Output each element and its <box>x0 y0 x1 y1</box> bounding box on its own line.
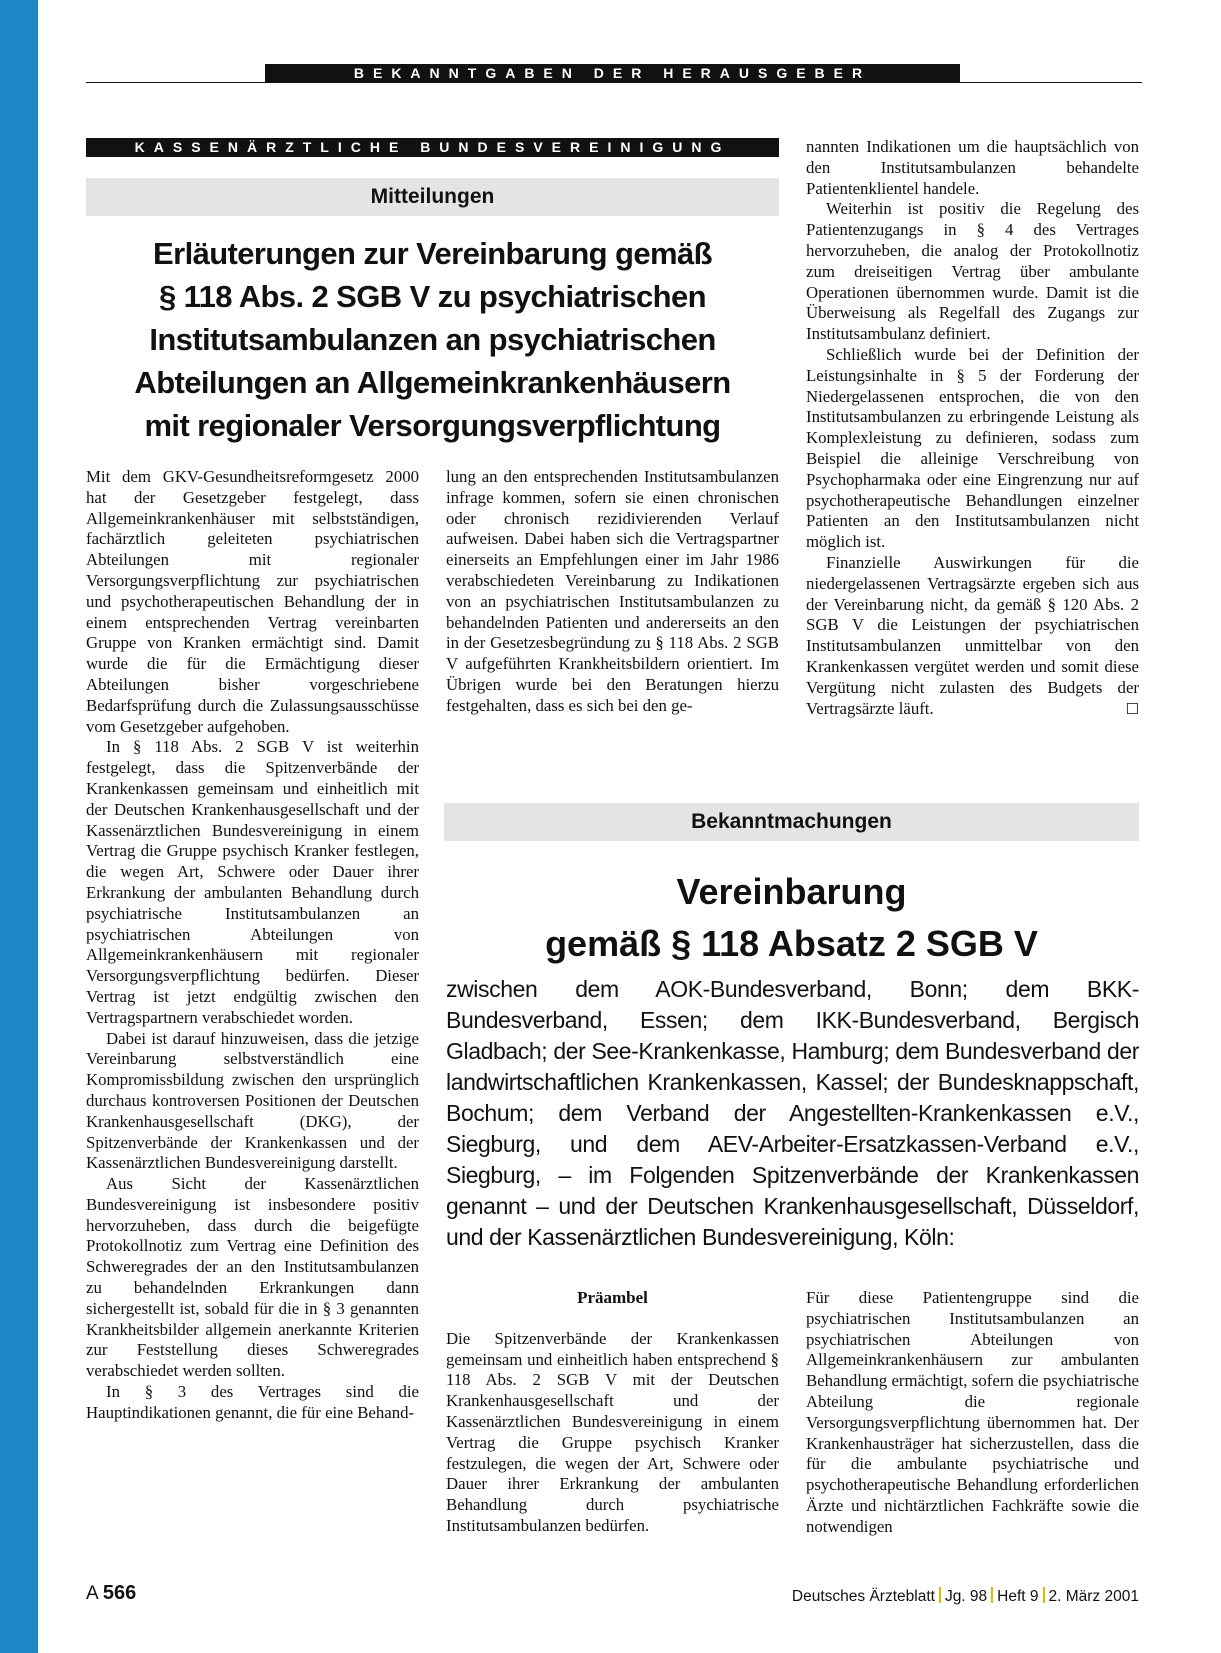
title-line: Institutsambulanzen an psychiatrischen <box>149 322 716 357</box>
end-of-article-icon: ☐ <box>1125 699 1139 718</box>
journal-volume: Jg. 98 <box>944 1588 988 1605</box>
title-line: mit regionaler Versorgungsverpflichtung <box>144 408 721 443</box>
paragraph: Für diese Patientengruppe sind die psychiatrischen Institutsambulanzen an psychiatrischen Abteilungen von Allgemeinkrankenhäusern zur ambulanten Behandlung ermächtigt, sofern die psychiatrische Abteilung die regionale Versorgungsverpflichtung übernommen hat. Der Krankenhausträger hat sicherzustellen, dass die für die ambulante psychiatrische und psychotherapeutische Behandlung erforderlichen Ärzte und nichtärztlichen Fachkräfte sowie die notwendigen <box>806 1288 1139 1536</box>
article1-column-3 <box>806 137 1139 719</box>
paragraph: nannten Indikationen um die hauptsächlich von den Institutsambulanzen behandelte Patientenklientel handele. <box>806 137 1139 198</box>
preamble-heading: Präambel <box>577 1288 648 1307</box>
title-line: Abteilungen an Allgemeinkrankenhäusern <box>134 365 731 400</box>
contract-parties: zwischen dem AOK-Bundesverband, Bonn; dem BKK-Bundesverband, Essen; dem IKK-Bundesverband, Bergisch Gladbach; der See-Krankenkasse, Hamburg; dem Bundesverband der landwirtschaftlichen Krankenkassen, Kassel; der Bundesknappschaft, Bochum; dem Verband der Angestellten-Krankenkassen e.V., Siegburg, und dem AEV-Arbeiter-Ersatzkassen-Verband e.V., Siegburg, – im Folgenden Spitzenverbände der Krankenkassen genannt – und der Deutschen Krankenhausgesellschaft, Düsseldorf, und der Kassenärztlichen Bundesvereinigung, Köln: <box>446 976 1139 1250</box>
paragraph: In § 118 Abs. 2 SGB V ist weiterhin festgelegt, dass die Spitzenverbände der Krankenkassen gemeinsam und einheitlich mit der Deutschen Krankenhausgesellschaft und der Kassenärztlichen Bundesvereinigung in einem Vertrag die Gruppe psychisch Kranker festlegen, die wegen Art, Schwere oder Dauer ihrer Erkrankung der ambulanten Behandlung durch psychiatrische Institutsambulanzen an psychiatrischen Abteilungen von Allgemeinkrankenhäusern mit regionaler Versorgungsverpflichtung bedürfen. Dieser Vertrag ist jetzt endgültig zwischen den Vertragspartnern verabschiedet worden. <box>86 737 419 1027</box>
paragraph: Die Spitzenverbände der Krankenkassen gemeinsam und einheitlich haben entsprechend § 118 Abs. 2 SGB V mit der Deutschen Krankenhausgesellschaft und der Kassenärztlichen Bundesvereinigung in einem Vertrag die Gruppe psychisch Kranker festzulegen, die wegen der Art, Schwere oder Dauer ihrer Erkrankung der ambulanten Behandlung durch psychiatrische Institutsambulanzen bedürfen. <box>446 1328 779 1535</box>
organization-bar: KASSENÄRZTLICHE BUNDESVEREINIGUNG <box>86 138 779 157</box>
paragraph: In § 3 des Vertrages sind die Hauptindikationen genannt, die für eine Behand- <box>86 1382 419 1422</box>
title-line: Erläuterungen zur Vereinbarung gemäß <box>153 236 712 271</box>
page-prefix: A <box>86 1583 98 1604</box>
separator <box>939 1587 941 1603</box>
page-number <box>86 1582 136 1605</box>
article1-column-1 <box>86 467 419 1424</box>
separator <box>991 1587 993 1603</box>
article-title <box>86 232 779 447</box>
paragraph-text: Finanzielle Auswirkungen für die niedergelassenen Vertragsärzte ergeben sich aus der Vereinbarung nicht, da gemäß § 120 Abs. 2 SGB V die Leistungen der psychiatrischen Institutsambulanzen unmittelbar von den Krankenkassen vergütet werden und somit diese Vergütung nicht zulasten des Budgets der Vertragsärzte läuft. <box>806 552 1139 718</box>
header-rule <box>86 82 1142 83</box>
title-line: gemäß § 118 Absatz 2 SGB V <box>545 923 1038 964</box>
paragraph: lung an den entsprechenden Institutsambulanzen infrage kommen, sofern sie einen chronischen oder chronisch rezidivierenden Verlauf aufweisen. Dabei haben sich die Vertragspartner einerseits an Empfehlungen einer im Jahr 1986 verabschiedeten Vereinbarung zu Indikationen von an psychiatrischen Institutsambulanzen zu behandelnden Patienten und andererseits an den in der Gesetzesbegründung zu § 118 Abs. 2 SGB V aufgeführten Krankheitsbildern orientiert. Im Übrigen wurde bei den Beratungen hierzu festgehalten, dass es sich bei den ge- <box>446 467 779 715</box>
kicker-mitteilungen: Mitteilungen <box>86 178 779 216</box>
journal-name: Deutsches Ärzteblatt <box>791 1588 935 1605</box>
left-color-stripe <box>0 0 38 1653</box>
paragraph <box>806 553 1139 719</box>
paragraph: Weiterhin ist positiv die Regelung des Patientenzugangs in § 4 des Vertrages hervorzuheben, die analog der Protokollnotiz zum dreiseitigen Vertrag über ambulante Operationen übernommen wurde. Damit ist die Überweisung als Regelfall des Zugangs zur Institutsambulanz definiert. <box>806 199 1139 344</box>
paragraph: Dabei ist darauf hinzuweisen, dass die jetzige Vereinbarung selbstverständlich eine Kompromissbildung zwischen den ursprünglich durchaus kontroversen Positionen der Deutschen Krankenhausgesellschaft (DKG), der Spitzenverbände der Krankenkassen und der Kassenärztlichen Bundesvereinigung darstellt. <box>86 1028 419 1173</box>
page-number-value: 566 <box>102 1582 137 1604</box>
agreement-title <box>444 866 1139 970</box>
paragraph: Mit dem GKV-Gesundheitsreformgesetz 2000 hat der Gesetzgeber festgelegt, dass Allgemeinkrankenhäuser mit selbstständigen, fachärztlich geleiteten psychiatrischen Abteilungen mit regionaler Versorgungsverpflichtung zur psychiatrischen und psychotherapeutischen Behandlung der in einem entsprechenden Vertrag vereinbarten Gruppe von Kranken ermächtigt sind. Damit wurde die für die Ermächtigung dieser Abteilungen bisher vorgeschriebene Bedarfsprüfung durch die Zulassungsausschüsse vom Gesetzgeber aufgehoben. <box>86 467 419 736</box>
journal-date: 2. März 2001 <box>1048 1588 1139 1605</box>
title-line: Vereinbarung <box>676 871 907 912</box>
article2-column-1 <box>446 1288 779 1537</box>
paragraph: Schließlich wurde bei der Definition der Leistungsinhalte in § 5 der Forderung der Niedergelassenen entsprochen, die von den Institutsambulanzen zu erbringende Leistung als Komplexleistung zu definieren, sodass zum Beispiel die alleinige Verschreibung von Psychopharmaka oder eine Eingrenzung nur auf psychotherapeutische Behandlungen einzelner Patienten an den Institutsambulanzen nicht möglich ist. <box>806 344 1139 552</box>
separator <box>1043 1587 1045 1603</box>
section-header: BEKANNTGABEN DER HERAUSGEBER <box>265 64 960 83</box>
kicker-bekanntmachungen: Bekanntmachungen <box>444 803 1139 841</box>
title-line: § 118 Abs. 2 SGB V zu psychiatrischen <box>159 279 706 314</box>
paragraph: Aus Sicht der Kassenärztlichen Bundesvereinigung ist insbesondere positiv hervorzuheben, dass durch die beigefügte Protokollnotiz zum Vertrag eine Definition des Schweregrades der an den Institutsambulanzen zu behandelnden Erkrankungen dann sichergestellt ist, sobald für die in § 3 genannten Krankheitsbilder allgemein anerkannte Kriterien zur Feststellung dieses Schweregrades verabschiedet werden sollten. <box>86 1174 419 1381</box>
article1-column-2 <box>446 467 779 717</box>
journal-issue: Heft 9 <box>997 1588 1039 1605</box>
article2-column-2 <box>806 1288 1139 1538</box>
journal-info <box>792 1587 1139 1606</box>
